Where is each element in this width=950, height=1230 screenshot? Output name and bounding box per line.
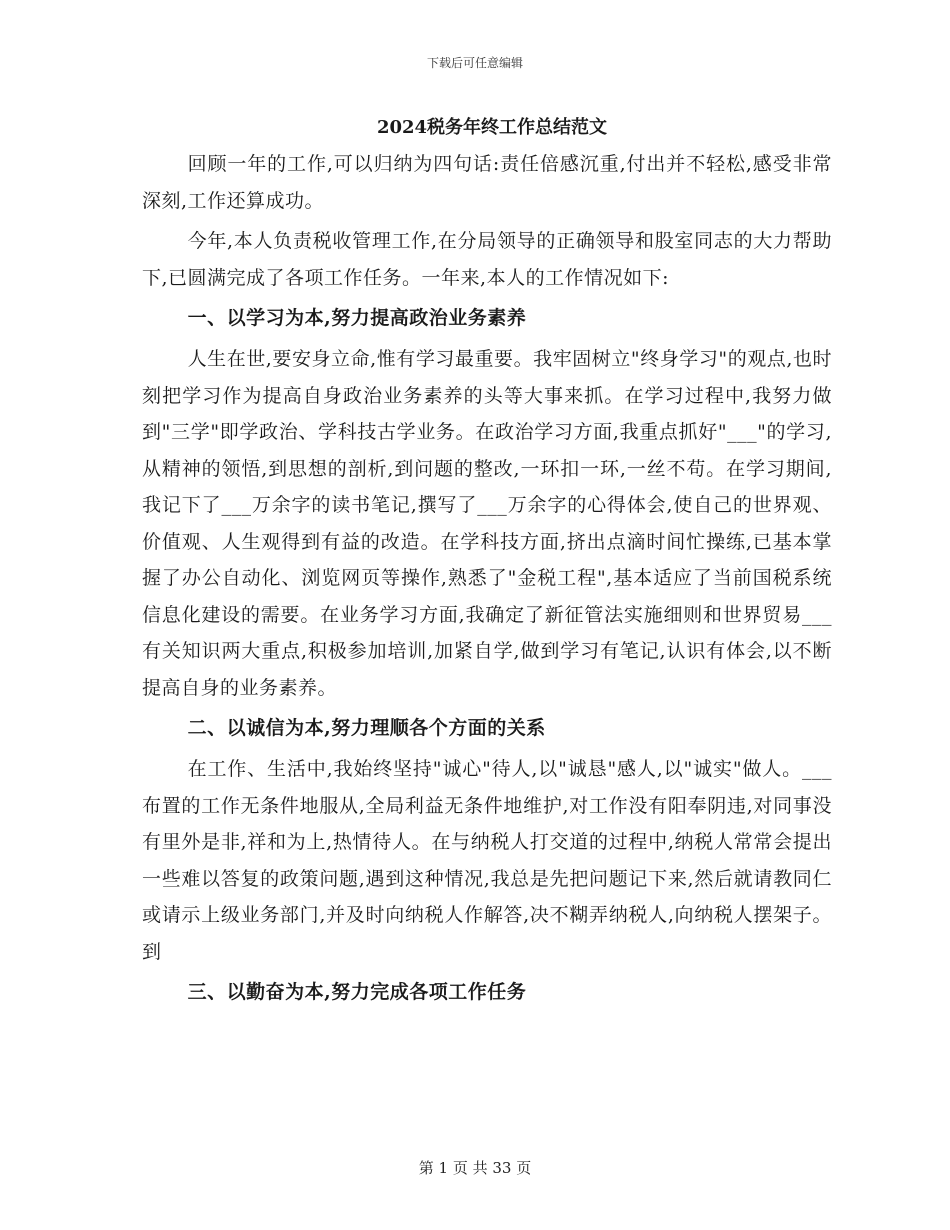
header-note: 下载后可任意编辑 [426,56,523,70]
paragraph-integrity: 在工作、生活中,我始终坚持"诚心"待人,以"诚恳"感人,以"诚实"做人。___布置的工作无条件地服从,全局利益无条件地维护,对工作没有阳奉阴违,对同事没有里外是非,祥和为上,热情待人。在与纳税人打交道的过程中,纳税人常常会提出一些难以答复的政策问题,遇到这种情况,我总是先把问题记下来,然后就请教同仁或请示上级业务部门,并及时向纳税人作解答,决不糊弄纳税人,向纳税人摆架子。到 [142,758,832,963]
section-heading-1: 一、以学习为本,努力提高政治业务素养 [187,307,527,329]
page-number: 第 1 页 共 33 页 [418,1159,532,1177]
section-heading-2: 二、以诚信为本,努力理顺各个方面的关系 [187,717,546,739]
paragraph-study: 人生在世,要安身立命,惟有学习最重要。我牢固树立"终身学习"的观点,也时刻把学习作为提高自身政治业务素养的头等大事来抓。在学习过程中,我努力做到"三学"即学政治、学科技古学业务。在政治学习方面,我重点抓好"___"的学习,从精神的领悟,到思想的剖析,到问题的整改,一环扣一环,一丝不苟。在学习期间,我记下了___万余字的读书笔记,撰写了___万余字的心得体会,使自己的世界观、价值观、人生观得到有益的改造。在学科技方面,挤出点滴时间忙操练,已基本掌握了办公自动化、浏览网页等操作,熟悉了"金税工程",基本适应了当前国税系统信息化建设的需要。在业务学习方面,我确定了新征管法实施细则和世界贸易___有关知识两大重点,积极参加培训,加紧自学,做到学习有笔记,认识有体会,以不断提高自身的业务素养。 [142,348,832,699]
paragraph-overview: 今年,本人负责税收管理工作,在分局领导的正确领导和股室同志的大力帮助下,已圆满完成了各项工作任务。一年来,本人的工作情况如下: [142,230,832,289]
document-title: 2024税务年终工作总结范文 [376,117,608,138]
section-heading-3: 三、以勤奋为本,努力完成各项工作任务 [187,981,527,1003]
paragraph-intro: 回顾一年的工作,可以归纳为四句话:责任倍感沉重,付出并不轻松,感受非常深刻,工作还算成功。 [142,153,832,212]
document-body [142,112,832,1015]
